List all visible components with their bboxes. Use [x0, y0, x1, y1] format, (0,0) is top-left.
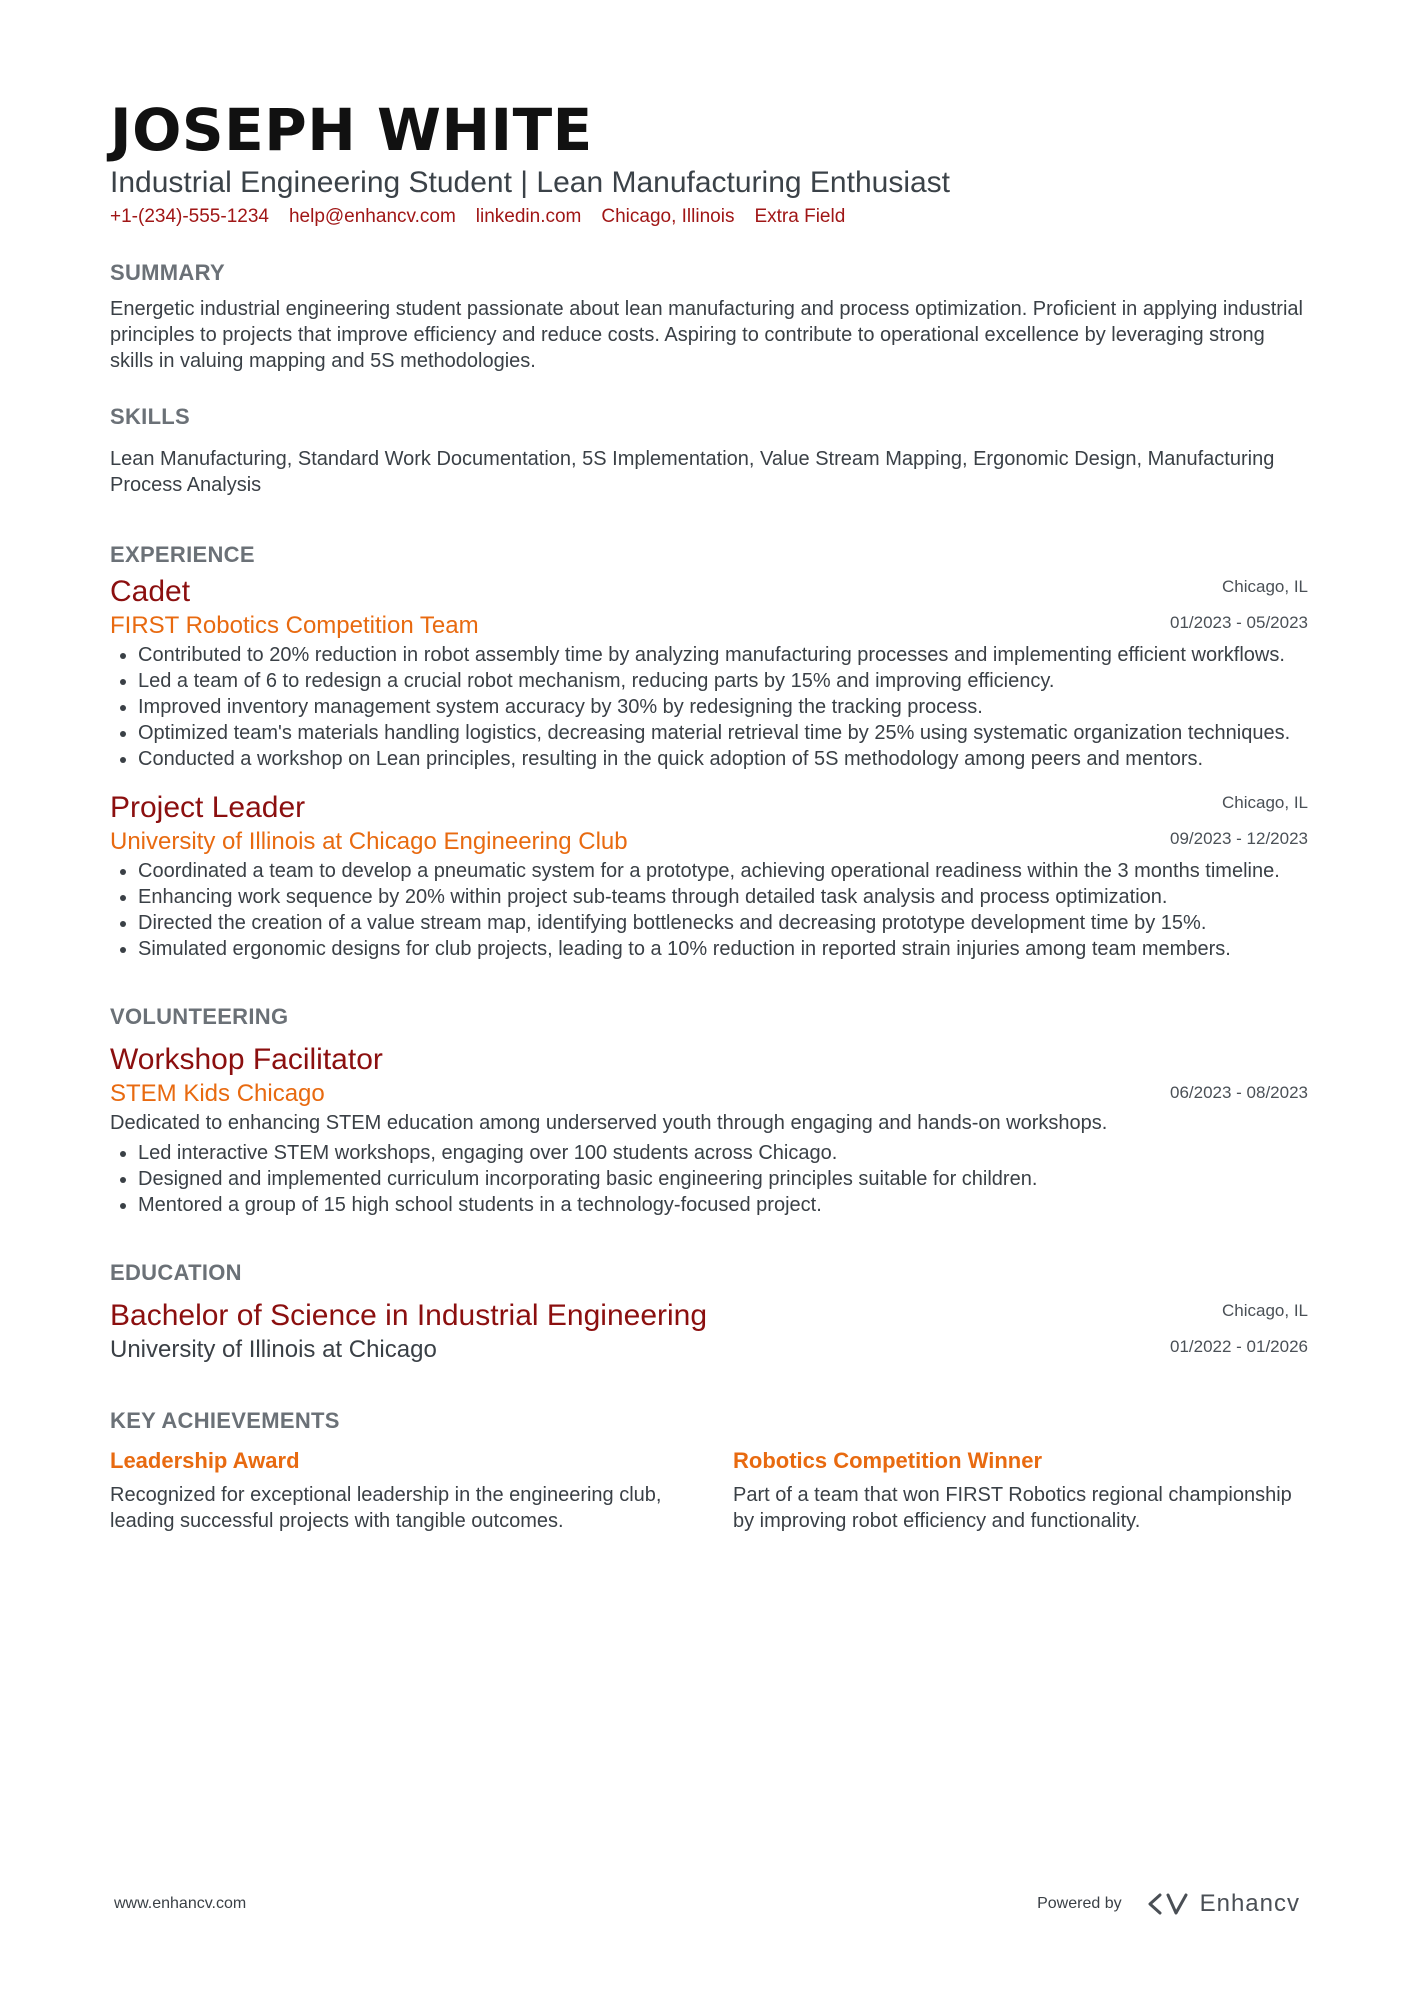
job-location: Chicago, IL — [1222, 577, 1308, 596]
job-dates: 09/2023 - 12/2023 — [1169, 829, 1308, 848]
contact-location[interactable]: Chicago, Illinois — [601, 206, 735, 227]
volunteer-organization: STEM Kids Chicago — [110, 1080, 325, 1107]
footer-website-link[interactable]: www.enhancv.com — [114, 1895, 247, 1912]
contact-email[interactable]: help@enhancv.com — [288, 206, 456, 227]
volunteer-description: Dedicated to enhancing STEM education among underserved youth through engaging and hands-on workshops. — [110, 1112, 1108, 1134]
list-item: • Optimized team's materials handling logistics, decreasing material retrieval time by 25% using systematic organization techniques. — [138, 720, 1308, 746]
degree-title: Bachelor of Science in Industrial Engineering — [110, 1299, 708, 1332]
experience-entry — [110, 574, 1308, 772]
achievements-section — [110, 1408, 1308, 1534]
achievement-card — [733, 1446, 1308, 1534]
powered-by-label: Powered by — [1037, 1895, 1122, 1912]
resume-page — [110, 96, 1308, 1534]
list-item: • Improved inventory management system accuracy by 30% by redesigning the tracking process. — [138, 694, 1308, 720]
candidate-name: JOSEPH WHITE — [110, 96, 593, 164]
job-location: Chicago, IL — [1222, 793, 1308, 812]
brand-name: Enhancv — [1199, 1890, 1300, 1917]
achievements-grid — [110, 1446, 1308, 1534]
volunteering-entry-titles — [110, 1042, 383, 1110]
candidate-headline: Industrial Engineering Student | Lean Manufacturing Enthusiast — [110, 166, 950, 199]
education-entry-titles — [110, 1298, 707, 1366]
powered-by — [1037, 1890, 1300, 1918]
school-name: University of Illinois at Chicago — [110, 1336, 437, 1363]
experience-title: EXPERIENCE — [110, 542, 255, 567]
education-entry-meta — [1170, 1298, 1308, 1358]
contact-bar — [110, 204, 1308, 230]
achievements-title: KEY ACHIEVEMENTS — [110, 1408, 340, 1433]
job-bullets — [110, 858, 1308, 962]
job-role: Project Leader — [110, 791, 306, 824]
volunteer-dates: 06/2023 - 08/2023 — [1169, 1083, 1308, 1102]
enhancv-brand[interactable] — [1146, 1890, 1300, 1918]
volunteering-section — [110, 1004, 1308, 1218]
education-location: Chicago, IL — [1222, 1301, 1308, 1320]
experience-entry-header — [110, 574, 1308, 642]
list-item: • Simulated ergonomic designs for club projects, leading to a 10% reduction in reported strain injuries among team members. — [138, 936, 1308, 962]
summary-title: SUMMARY — [110, 260, 225, 285]
summary-text: Energetic industrial engineering student passionate about lean manufacturing and process optimization. Proficient in applying industrial principles to projects that improve efficiency and reduce costs. Aspiring to contribute to operational excellence by leveraging strong skills in valuing mapping and 5S methodologies. — [110, 298, 1303, 372]
volunteering-entry-header — [110, 1042, 1308, 1110]
list-item: • Contributed to 20% reduction in robot assembly time by analyzing manufacturing processes and implementing efficient workflows. — [138, 642, 1308, 668]
education-title: EDUCATION — [110, 1260, 242, 1285]
education-entry-header — [110, 1298, 1308, 1366]
experience-entry-meta — [1170, 790, 1308, 850]
job-role: Cadet — [110, 575, 191, 608]
page-footer — [114, 1890, 1300, 1918]
list-item: • Designed and implemented curriculum incorporating basic engineering principles suitable for children. — [138, 1166, 1308, 1192]
job-dates: 01/2023 - 05/2023 — [1169, 613, 1308, 632]
list-item: • Conducted a workshop on Lean principles, resulting in the quick adoption of 5S methodology among peers and mentors. — [138, 746, 1308, 772]
experience-section — [110, 542, 1308, 962]
achievement-card — [110, 1446, 685, 1534]
job-organization: University of Illinois at Chicago Engineering Club — [110, 828, 628, 855]
achievement-text: Recognized for exceptional leadership in the engineering club, leading successful projects with tangible outcomes. — [110, 1484, 662, 1532]
experience-entry-meta — [1170, 574, 1308, 634]
skills-text: Lean Manufacturing, Standard Work Documentation, 5S Implementation, Value Stream Mapping, Ergonomic Design, Manufacturing Process Analysis — [110, 448, 1275, 496]
contact-linkedin[interactable]: linkedin.com — [475, 206, 582, 227]
achievement-text: Part of a team that won FIRST Robotics regional championship by improving robot efficiency and functionality. — [733, 1484, 1292, 1532]
skills-title: SKILLS — [110, 404, 191, 429]
list-item: • Coordinated a team to develop a pneumatic system for a prototype, achieving operational readiness within the 3 months timeline. — [138, 858, 1308, 884]
skills-section — [110, 404, 1308, 498]
volunteering-title: VOLUNTEERING — [110, 1004, 289, 1029]
summary-section — [110, 260, 1308, 374]
list-item: • Mentored a group of 15 high school students in a technology-focused project. — [138, 1192, 1308, 1218]
education-section — [110, 1260, 1308, 1366]
list-item: • Directed the creation of a value stream map, identifying bottlenecks and decreasing prototype development time by 15%. — [138, 910, 1308, 936]
experience-entry-titles — [110, 790, 628, 858]
contact-phone[interactable]: +1-(234)-555-1234 — [110, 206, 269, 227]
experience-entry-titles — [110, 574, 479, 642]
list-item: • Led interactive STEM workshops, engaging over 100 students across Chicago. — [138, 1140, 1308, 1166]
volunteer-role: Workshop Facilitator — [110, 1043, 383, 1076]
list-item: • Led a team of 6 to redesign a crucial robot mechanism, reducing parts by 15% and improving efficiency. — [138, 668, 1308, 694]
achievement-title: Leadership Award — [110, 1448, 300, 1473]
education-dates: 01/2022 - 01/2026 — [1169, 1337, 1308, 1356]
resume-header — [110, 96, 1308, 230]
contact-extra-field[interactable]: Extra Field — [754, 206, 846, 227]
job-organization: FIRST Robotics Competition Team — [110, 612, 479, 639]
volunteer-bullets — [110, 1140, 1308, 1218]
experience-entry — [110, 790, 1308, 962]
job-bullets — [110, 642, 1308, 772]
achievement-title: Robotics Competition Winner — [733, 1448, 1043, 1473]
experience-entry-header — [110, 790, 1308, 858]
enhancv-logo-icon — [1146, 1891, 1190, 1917]
list-item: • Enhancing work sequence by 20% within project sub-teams through detailed task analysis and process optimization. — [138, 884, 1308, 910]
